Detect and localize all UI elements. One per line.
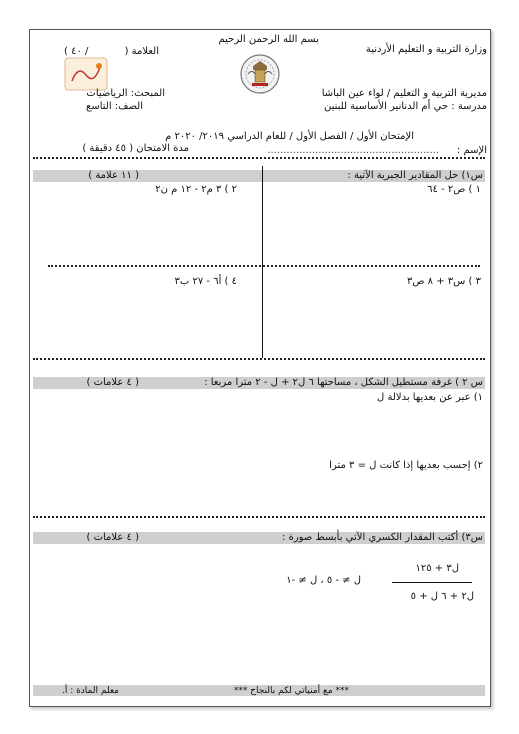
fraction-bar — [392, 582, 472, 583]
mark-value: / ٤٠ ) — [64, 46, 89, 57]
divider — [48, 265, 480, 267]
q2-marks: ( ٤ علامات ) — [86, 377, 139, 388]
ministry-name: وزارة التربية و التعليم الأردنية — [365, 44, 487, 55]
q1-item-3: ٣ ) س٣ + ٨ ص٣ — [407, 276, 481, 287]
footer-wish: *** مع أمنياتي لكم بالنجاح *** — [233, 686, 349, 696]
q1-title: س١) حل المقادير الجبرية الآتية : — [347, 170, 483, 181]
q2-item-1: ١) عبر عن بعديها بدلالة ل — [377, 392, 483, 403]
q2-title: س ٢ ) غرفة مستطيل الشكل ، مساحتها ٦ ل٢ + ل - ٢ مترا مربعا : — [204, 377, 483, 388]
jordan-emblem-icon — [238, 52, 282, 96]
q3-numerator: ل٣ + ١٢٥ — [415, 563, 459, 574]
q1-marks: ( ١١ علامة ) — [88, 170, 139, 181]
exam-title: الإمتحان الأول / الفصل الأول / للعام الدراسي ٢٠١٩/ ٢٠٢٠ م — [165, 131, 414, 142]
q3-denominator: ل٢ + ٦ ل + ٥ — [410, 591, 474, 602]
q2-item-2: ٢) إحسب بعديها إذا كانت ل = ٣ مترا — [329, 460, 483, 471]
exam-duration: مدة الامتحان ( ٤٥ دقيقة ) — [82, 143, 189, 154]
grade-label: الصف: التاسع — [86, 101, 143, 112]
q1-vertical-divider — [262, 166, 263, 358]
mark-label: العلامة ( — [124, 46, 159, 57]
divider — [33, 516, 485, 518]
q3-condition: ل ≠ - ٥ ، ل ≠ -١ — [286, 575, 361, 586]
subject-label: المبحث: الرياضيات — [86, 88, 165, 99]
q3-title: س٣) أكتب المقدار الكسري الآتي بأبسط صورة : — [282, 532, 483, 543]
divider — [33, 157, 485, 159]
q1-item-4: ٤ ) أ٦ - ٢٧ ب٣ — [174, 276, 237, 287]
q1-item-2: ٢ ) ٣ م٢ - ١٢ م ن٢ — [155, 184, 237, 195]
divider — [33, 358, 485, 360]
name-field: ...................................................... — [267, 145, 439, 156]
teacher-label: معلم المادة : أ. — [61, 686, 119, 696]
school-name: مدرسة : حي أم الدنانير الأساسية للبنين — [323, 101, 487, 112]
thank-you-sticker-icon — [64, 57, 108, 91]
basmala: بسم الله الرحمن الرحيم — [218, 34, 319, 45]
q1-item-1: ١ ) ص٢ - ٦٤ — [427, 184, 481, 195]
q3-marks: ( ٤ علامات ) — [86, 532, 139, 543]
name-label: الإسم : — [456, 145, 487, 156]
directorate-name: مديرية التربية و التعليم / لواء عين الباشا — [321, 88, 487, 99]
